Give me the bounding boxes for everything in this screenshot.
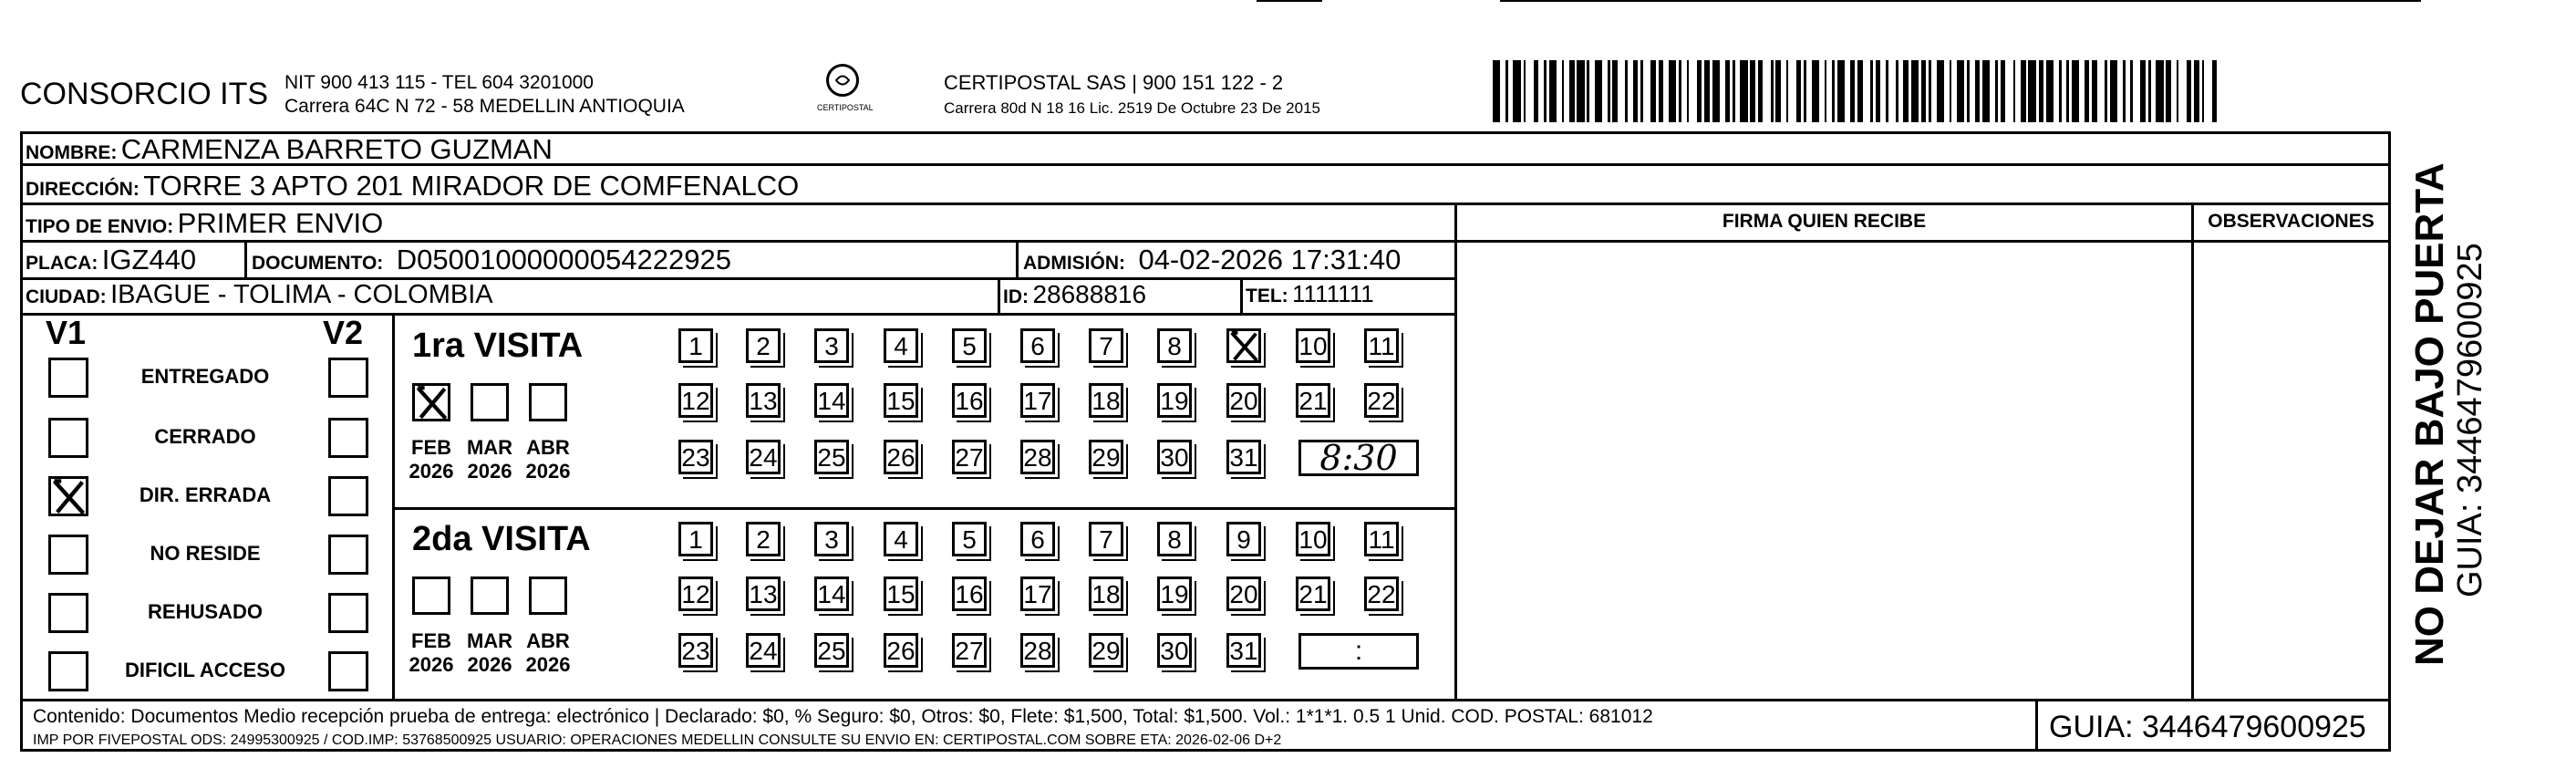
visit-day-checkbox[interactable]: 21: [1296, 576, 1330, 611]
visit-day-checkbox[interactable]: 18: [1089, 383, 1123, 418]
visit-month-checkbox[interactable]: [412, 576, 450, 615]
status-v1-checkbox[interactable]: [48, 593, 88, 633]
status-v1-checkbox[interactable]: [48, 418, 88, 458]
visit-day-checkbox[interactable]: 4: [884, 328, 918, 363]
barcode-bar: [2005, 60, 2012, 122]
barcode-bar: [1643, 60, 1650, 122]
barcode-bar: [1957, 60, 1964, 122]
visit-day-checkbox[interactable]: 13: [746, 383, 781, 418]
barcode-bar: [1888, 60, 1896, 122]
status-v2-checkbox[interactable]: [328, 593, 368, 633]
visit-day-checkbox[interactable]: 6: [1020, 328, 1055, 363]
barcode-bar: [1982, 60, 1990, 122]
visit-day-checkbox[interactable]: 23: [678, 440, 713, 474]
status-v1-checkbox[interactable]: [48, 535, 88, 575]
direccion-field: [26, 170, 799, 203]
status-v1-checkbox[interactable]: [48, 358, 88, 398]
visit-month-checkbox[interactable]: [471, 576, 509, 615]
rule-ciudad-id: [998, 277, 1000, 313]
placa-field: [26, 244, 196, 276]
visit-day-checkbox[interactable]: 10: [1296, 522, 1330, 556]
visit-day-checkbox[interactable]: 19: [1157, 383, 1192, 418]
visit-day-checkbox[interactable]: 13: [746, 576, 781, 611]
admision-value: 04-02-2026 17:31:40: [1138, 244, 1402, 275]
rule-footer-guia: [2035, 699, 2038, 752]
visit-day-checkbox[interactable]: 4: [884, 522, 918, 556]
admision-label: ADMISIÓN:: [1023, 253, 1125, 274]
side-warning: NO DEJAR BAJO PUERTA: [2407, 162, 2452, 666]
documento-field: [252, 244, 731, 276]
barcode-bar: [1669, 60, 1676, 122]
tel-field: [1246, 280, 1374, 308]
visit-day-checkbox[interactable]: 6: [1020, 522, 1055, 556]
visit-day-checkbox[interactable]: 19: [1157, 576, 1192, 611]
barcode-bar: [1911, 60, 1919, 122]
visit-title: 2da VISITA: [412, 520, 591, 558]
visit-day-checkbox[interactable]: 28: [1020, 633, 1055, 668]
visit-day-checkbox[interactable]: 12: [678, 383, 713, 418]
barcode-bar: [2204, 60, 2211, 122]
barcode-bar: [2133, 60, 2140, 122]
visit-day-checkbox[interactable]: 11: [1364, 328, 1399, 363]
tel-value: 1111111: [1292, 280, 1374, 307]
barcode-bar: [2178, 60, 2186, 122]
barcode-bar: [1493, 60, 1500, 122]
firma-header: FIRMA QUIEN RECIBE: [1722, 211, 1927, 232]
rule-ciudad: [20, 313, 1454, 316]
visit-day-checkbox[interactable]: 2: [746, 328, 781, 363]
visit-day-checkbox[interactable]: 22: [1364, 576, 1399, 611]
status-label: CERRADO: [154, 425, 256, 448]
visit-day-checkbox[interactable]: 1: [678, 328, 713, 363]
barcode-bar: [2110, 60, 2117, 122]
status-label: DIR. ERRADA: [139, 483, 272, 506]
visit-day-checkbox[interactable]: 3: [814, 522, 849, 556]
visit-day-checkbox[interactable]: 20: [1226, 383, 1261, 418]
rule-placa-doc: [244, 240, 247, 277]
barcode-bar: [1689, 60, 1696, 122]
visit-month-checkbox[interactable]: [412, 383, 450, 421]
visit-day-checkbox[interactable]: 17: [1020, 576, 1055, 611]
visit-day-checkbox[interactable]: 25: [814, 633, 849, 668]
documento-value: D05001000000054222925: [396, 244, 731, 275]
visit-day-checkbox[interactable]: 14: [814, 576, 849, 611]
visit-day-checkbox[interactable]: 26: [884, 633, 918, 668]
top-rule-left: [1257, 0, 1322, 2]
visit-day-checkbox[interactable]: 5: [952, 522, 987, 556]
status-v2-checkbox[interactable]: [328, 651, 368, 691]
status-label: NO RESIDE: [150, 542, 261, 565]
barcode-bar: [2217, 60, 2222, 122]
tipo-label: TIPO DE ENVIO:: [26, 216, 174, 237]
visit-month-label: FEB 2026: [409, 629, 454, 676]
rule-firma-sub: [1454, 240, 2391, 243]
barcode-bar: [1812, 60, 1819, 122]
visit-day-checkbox[interactable]: 10: [1296, 328, 1330, 363]
status-v2-checkbox[interactable]: [328, 418, 368, 458]
carrier-name: CERTIPOSTAL SAS | 900 151 122 - 2: [944, 71, 1284, 94]
visit-time-field[interactable]: 8:30: [1298, 440, 1419, 476]
ciudad-value: IBAGUE - TOLIMA - COLOMBIA: [110, 280, 493, 309]
status-v2-checkbox[interactable]: [328, 476, 368, 516]
visit-day-checkbox[interactable]: 30: [1157, 440, 1192, 474]
visit-month-label: ABR 2026: [525, 436, 571, 483]
visit-day-checkbox[interactable]: 21: [1296, 383, 1330, 418]
status-v2-checkbox[interactable]: [328, 358, 368, 398]
barcode-bar: [1595, 60, 1602, 122]
top-rule-right: [1500, 0, 2421, 2]
barcode-bar: [1937, 60, 1944, 122]
barcode-bar: [2046, 60, 2054, 122]
tipo-field: [26, 207, 383, 240]
footer-content: Contenido: Documentos Medio recepción prueba de entrega: electrónico | Declarado: $0, % Seguro: $0, Otros: $0, Flete: $1,500, Total: $1,500. Vol.: 1*1*1. 0.5 1 Unid. COD. POSTAL: 681012: [33, 706, 1653, 727]
barcode-bar: [1526, 60, 1533, 122]
barcode-bar: [2097, 60, 2105, 122]
visit-time-field[interactable]: :: [1298, 633, 1419, 670]
visit-day-checkbox[interactable]: 17: [1020, 383, 1055, 418]
visit-day-checkbox[interactable]: 31: [1226, 440, 1261, 474]
status-v2-checkbox[interactable]: [328, 535, 368, 575]
visit-month-label: MAR 2026: [466, 436, 513, 483]
visit-day-checkbox[interactable]: 23: [678, 633, 713, 668]
v2-header: V2: [323, 314, 364, 351]
nombre-value: CARMENZA BARRETO GUZMAN: [120, 133, 553, 165]
id-value: 28688816: [1032, 280, 1147, 308]
status-label: REHUSADO: [148, 600, 263, 623]
rule-status-right: [392, 313, 395, 699]
visit-month-label: MAR 2026: [466, 629, 513, 676]
footer-print-info: IMP POR FIVEPOSTAL ODS: 24995300925 / COD.IMP: 53768500925 USUARIO: OPERACIONES MEDELLIN CONSULTE SU ENVIO EN: CERTIPOSTAL.COM SOBRE ETA: 2026-02-06 D+2: [33, 732, 1282, 748]
visit-day-checkbox[interactable]: 24: [746, 440, 781, 474]
documento-label: DOCUMENTO:: [252, 253, 384, 274]
visit-day-checkbox[interactable]: 9: [1226, 522, 1261, 556]
visit-month-checkbox[interactable]: [471, 383, 509, 421]
visit-day-checkbox[interactable]: 20: [1226, 576, 1261, 611]
barcode-bar: [1788, 60, 1795, 122]
id-label: ID:: [1003, 286, 1029, 307]
visit-day-checkbox[interactable]: 29: [1089, 633, 1123, 668]
admision-field: [1023, 244, 1401, 276]
rule-obs-right: [2388, 203, 2391, 699]
visit-month-label: FEB 2026: [409, 436, 454, 483]
visit-day-checkbox[interactable]: 24: [746, 633, 781, 668]
visit-day-checkbox[interactable]: 3: [814, 328, 849, 363]
tipo-value: PRIMER ENVIO: [177, 207, 384, 239]
visit-day-checkbox[interactable]: 7: [1089, 522, 1123, 556]
visit-day-checkbox[interactable]: 2: [746, 522, 781, 556]
visit-day-checkbox[interactable]: 16: [952, 383, 987, 418]
direccion-value: TORRE 3 APTO 201 MIRADOR DE COMFENALCO: [143, 170, 800, 202]
visit-day-checkbox[interactable]: 12: [678, 576, 713, 611]
barcode: [1493, 60, 2222, 122]
visit-day-checkbox[interactable]: 7: [1089, 328, 1123, 363]
visit-day-checkbox[interactable]: 28: [1020, 440, 1055, 474]
rule-obs-left: [2191, 203, 2194, 699]
nombre-field: [26, 133, 553, 166]
visit-month-label: ABR 2026: [525, 629, 571, 676]
visit-day-checkbox[interactable]: 11: [1364, 522, 1399, 556]
carrier-license: Carrera 80d N 18 16 Lic. 2519 De Octubre 23 De 2015: [944, 99, 1320, 117]
rule-doc-admision: [1016, 240, 1019, 277]
barcode-bar: [1618, 60, 1625, 122]
barcode-bar: [2072, 60, 2079, 122]
direccion-label: DIRECCIÓN:: [26, 179, 140, 200]
visit-day-checkbox[interactable]: 15: [884, 576, 918, 611]
rule-direccion: [20, 203, 2391, 205]
rule-visit-split: [392, 507, 1454, 510]
visit-day-checkbox[interactable]: 30: [1157, 633, 1192, 668]
barcode-bar: [1763, 60, 1770, 122]
barcode-bar: [1577, 60, 1584, 122]
visit-day-checkbox[interactable]: 25: [814, 440, 849, 474]
v1-header: V1: [46, 314, 87, 351]
visit-day-checkbox[interactable]: 8: [1157, 522, 1192, 556]
barcode-bar: [1863, 60, 1870, 122]
barcode-bar: [2156, 60, 2163, 122]
observaciones-header: OBSERVACIONES: [2208, 211, 2374, 232]
barcode-bar: [1513, 60, 1520, 122]
status-v1-checkbox[interactable]: [48, 476, 88, 516]
barcode-bar: [1740, 60, 1747, 122]
status-label: ENTREGADO: [140, 365, 270, 388]
tel-label: TEL:: [1246, 286, 1288, 306]
status-label: DIFICIL ACCESO: [124, 659, 285, 681]
company-address: Carrera 64C N 72 - 58 MEDELLIN ANTIOQUIA: [284, 96, 685, 117]
visit-day-checkbox[interactable]: 27: [952, 633, 987, 668]
visit-day-checkbox[interactable]: 14: [814, 383, 849, 418]
carrier-logo-text: CERTIPOSTAL: [817, 103, 874, 112]
visit-title: 1ra VISITA: [412, 327, 584, 365]
visit-day-checkbox[interactable]: 8: [1157, 328, 1192, 363]
company-nit: NIT 900 413 115 - TEL 604 3201000: [284, 72, 594, 93]
visit-month-checkbox[interactable]: [529, 383, 567, 421]
visit-day-checkbox[interactable]: 27: [952, 440, 987, 474]
ciudad-field: [26, 280, 493, 310]
visit-day-checkbox[interactable]: 5: [952, 328, 987, 363]
placa-label: PLACA:: [26, 253, 98, 274]
visit-day-checkbox[interactable]: 16: [952, 576, 987, 611]
visit-day-checkbox[interactable]: 29: [1089, 440, 1123, 474]
visit-day-checkbox[interactable]: 1: [678, 522, 713, 556]
rule-id-tel: [1240, 277, 1243, 313]
visit-day-checkbox[interactable]: 26: [884, 440, 918, 474]
nombre-label: NOMBRE:: [26, 142, 118, 163]
company-name: CONSORCIO ITS: [20, 77, 269, 111]
visit-month-checkbox[interactable]: [529, 576, 567, 615]
visit-day-checkbox[interactable]: 22: [1364, 383, 1399, 418]
footer-guia: GUIA: 3446479600925: [2049, 710, 2366, 744]
carrier-logo-icon: [826, 64, 859, 97]
rule-firma-left: [1454, 203, 1457, 699]
status-v1-checkbox[interactable]: [48, 651, 88, 691]
visit-day-checkbox[interactable]: 31: [1226, 633, 1261, 668]
barcode-bar: [1837, 60, 1845, 122]
ciudad-label: CIUDAD:: [26, 286, 107, 307]
visit-day-checkbox[interactable]: 15: [884, 383, 918, 418]
barcode-bar: [2028, 60, 2035, 122]
visit-day-checkbox[interactable]: 18: [1089, 576, 1123, 611]
visit-day-checkbox[interactable]: [1226, 328, 1261, 363]
barcode-bar: [1549, 60, 1557, 122]
placa-value: IGZ440: [101, 244, 197, 275]
side-guia: GUIA: 3446479600925: [2451, 243, 2489, 597]
id-field: [1003, 280, 1146, 309]
barcode-bar: [1712, 60, 1720, 122]
